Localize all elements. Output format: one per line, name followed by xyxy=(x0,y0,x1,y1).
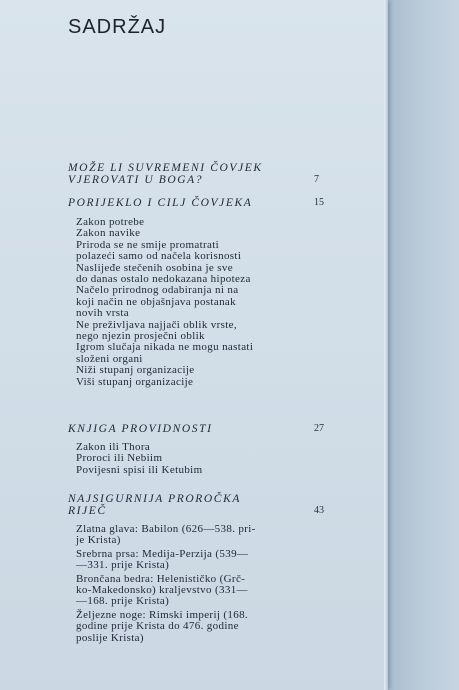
list-item xyxy=(76,549,304,572)
list-item xyxy=(76,524,304,547)
section-title-line: NAJSIGURNIJA PROROČKA xyxy=(68,493,241,505)
list-item-line: Zlatna glava: Babilon (626—538. pri- xyxy=(76,523,256,535)
section-page-number: 43 xyxy=(314,505,324,516)
list-item-line: Željezne noge: Rimski imperij (168. xyxy=(76,608,249,621)
list-item: Zakon navike xyxy=(76,227,141,240)
toc-section xyxy=(68,493,378,646)
section-title-line: RIJEČ xyxy=(68,505,107,517)
list-item-line: —331. prije Krista) xyxy=(76,559,170,572)
list-item-line: poslije Krista) xyxy=(76,631,144,644)
section-title xyxy=(68,197,300,209)
section-page-number: 7 xyxy=(314,174,319,185)
list-item: Zakon ili Thora xyxy=(76,441,151,453)
list-item: Naslijeđe stečenih osobina je sve xyxy=(76,261,233,274)
toc-section xyxy=(68,197,378,388)
list-item-line: godine prije Krista do 476. godine xyxy=(76,620,239,633)
section-title xyxy=(68,493,300,517)
list-item: polazeći samo od načela korisnosti xyxy=(76,250,242,263)
section-items xyxy=(68,217,378,388)
list-item: Igrom slučaja nikada ne mogu nastati xyxy=(76,341,254,354)
page-title: SADRŽAJ xyxy=(68,16,167,38)
section-title-line: KNJIGA PROVIDNOSTI xyxy=(68,423,213,435)
list-item-line: —168. prije Krista) xyxy=(76,595,170,608)
section-page-number: 27 xyxy=(314,423,324,434)
list-item: Zakon potrebe xyxy=(76,216,145,228)
list-item: Niži stupanj organizacije xyxy=(76,364,195,377)
list-item xyxy=(76,574,304,608)
section-title xyxy=(68,162,300,186)
list-item: Ne preživljava najjači oblik vrste, xyxy=(76,318,237,331)
section-title-line: PORIJEKLO I CILJ ČOVJEKA xyxy=(68,197,253,209)
list-item: Proroci ili Nebiim xyxy=(76,452,163,465)
list-item-line: Brončana bedra: Helenističko (Grč- xyxy=(76,572,246,585)
list-item xyxy=(76,610,304,644)
section-title xyxy=(68,423,300,435)
list-item: Povijesni spisi ili Ketubim xyxy=(76,463,203,476)
list-item-line: ko-Makedonsko) kraljevstvo (331— xyxy=(76,584,248,597)
section-items xyxy=(68,524,378,644)
list-item: nego njezin prosječni oblik xyxy=(76,330,205,343)
list-item-line: Srebrna prsa: Medija-Perzija (539— xyxy=(76,547,249,560)
background-surface xyxy=(385,0,459,690)
section-title-line: VJEROVATI U BOGA? xyxy=(68,174,204,186)
section-title-line: MOŽE LI SUVREMENI ČOVJEK xyxy=(68,162,263,174)
list-item-line: je Krista) xyxy=(76,534,121,547)
list-item: koji način ne objašnjava postanak xyxy=(76,295,237,308)
list-item: Priroda se ne smije promatrati xyxy=(76,238,220,251)
list-item: Viši stupanj organizacije xyxy=(76,375,194,388)
list-item: Načelo prirodnog odabiranja ni na xyxy=(76,284,239,297)
list-item: novih vrsta xyxy=(76,307,130,320)
toc-section xyxy=(68,162,378,186)
list-item: složeni organi xyxy=(76,352,143,365)
section-page-number: 15 xyxy=(314,197,324,208)
section-items xyxy=(68,442,378,476)
toc-section xyxy=(68,423,378,476)
list-item: do danas ostalo nedokazana hipoteza xyxy=(76,273,251,286)
